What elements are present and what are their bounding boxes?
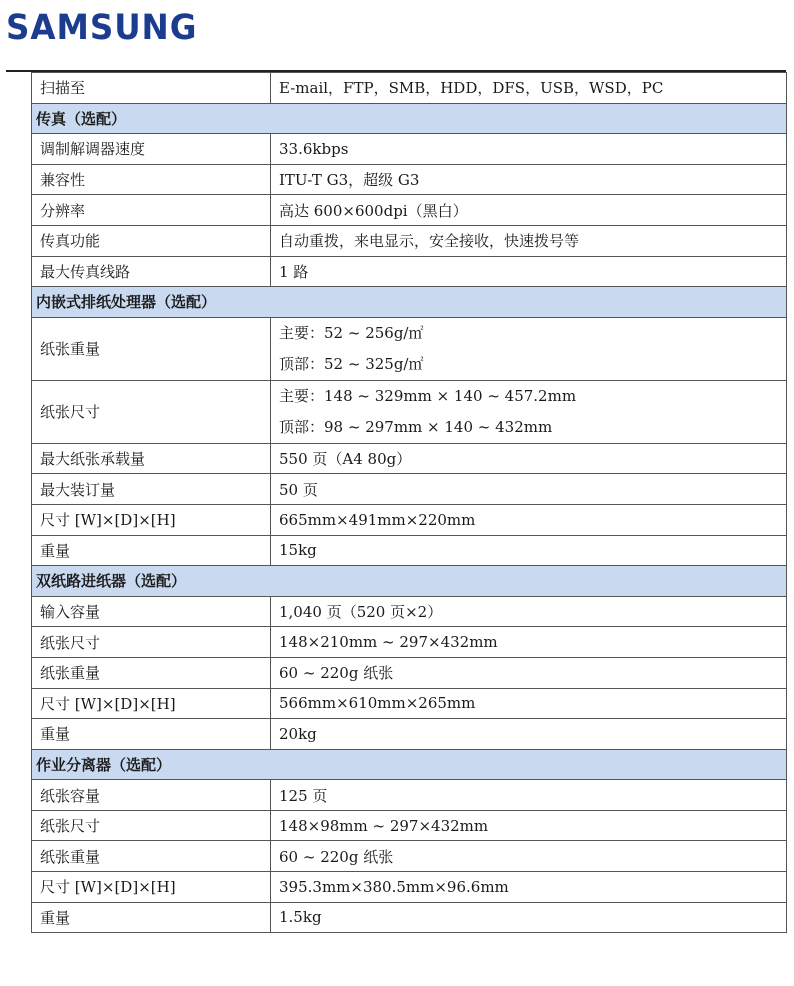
- spec-label: 重量: [32, 719, 271, 750]
- spec-row: [32, 380, 787, 443]
- section-title: 双纸路进纸器（选配）: [32, 566, 787, 597]
- spec-value-line: 主要：148 ~ 329mm × 140 ~ 457.2mm: [279, 386, 577, 405]
- spec-row: [32, 225, 787, 256]
- section-header-row: [32, 566, 787, 597]
- spec-label: 兼容性: [32, 164, 271, 195]
- section-header-row: [32, 287, 787, 318]
- section-title: 内嵌式排纸处理器（选配）: [32, 287, 787, 318]
- spec-row: [32, 443, 787, 474]
- spec-label: 尺寸 [W]×[D]×[H]: [32, 688, 271, 719]
- spec-value: 60 ~ 220g 纸张: [271, 657, 787, 688]
- spec-value: E-mail，FTP，SMB，HDD，DFS，USB，WSD，PC: [271, 73, 787, 104]
- spec-value: 1 路: [271, 256, 787, 287]
- spec-row: [32, 73, 787, 104]
- spec-label: 输入容量: [32, 596, 271, 627]
- spec-value: 33.6kbps: [271, 134, 787, 165]
- section-title: 作业分离器（选配）: [32, 749, 787, 780]
- section-header-row: [32, 103, 787, 134]
- spec-row: [32, 780, 787, 811]
- spec-label: 最大装订量: [32, 474, 271, 505]
- spec-value: 15kg: [271, 535, 787, 566]
- spec-label: 纸张容量: [32, 780, 271, 811]
- spec-table-body: [32, 73, 787, 933]
- spec-row: [32, 504, 787, 535]
- spec-row: [32, 164, 787, 195]
- spec-table: [31, 72, 787, 933]
- spec-row: [32, 719, 787, 750]
- spec-value: 550 页（A4 80g）: [271, 443, 787, 474]
- spec-value: [271, 317, 787, 380]
- section-title: 传真（选配）: [32, 103, 787, 134]
- spec-value: 1.5kg: [271, 902, 787, 933]
- spec-row: [32, 810, 787, 841]
- spec-value: 125 页: [271, 780, 787, 811]
- spec-row: [32, 195, 787, 226]
- spec-label: 纸张重量: [32, 657, 271, 688]
- spec-value-line: 顶部：98 ~ 297mm × 140 ~ 432mm: [279, 417, 553, 436]
- spec-label: 纸张重量: [32, 841, 271, 872]
- spec-value: 自动重拨，来电显示，安全接收，快速拨号等: [271, 225, 787, 256]
- spec-label: 重量: [32, 902, 271, 933]
- spec-value: [271, 380, 787, 443]
- spec-value: 665mm×491mm×220mm: [271, 504, 787, 535]
- spec-row: [32, 256, 787, 287]
- spec-label: 扫描至: [32, 73, 271, 104]
- spec-row: [32, 535, 787, 566]
- section-header-row: [32, 749, 787, 780]
- spec-label: 调制解调器速度: [32, 134, 271, 165]
- spec-label: 重量: [32, 535, 271, 566]
- spec-value: 60 ~ 220g 纸张: [271, 841, 787, 872]
- spec-row: [32, 872, 787, 903]
- spec-label: 纸张尺寸: [32, 627, 271, 658]
- samsung-logo: SAMSUNG: [6, 8, 198, 48]
- spec-label: 尺寸 [W]×[D]×[H]: [32, 504, 271, 535]
- spec-row: [32, 317, 787, 380]
- spec-row: [32, 596, 787, 627]
- spec-row: [32, 134, 787, 165]
- spec-value-line: 主要：52 ~ 256g/㎡: [279, 323, 424, 342]
- spec-label: 纸张尺寸: [32, 810, 271, 841]
- spec-row: [32, 902, 787, 933]
- spec-label: 纸张重量: [32, 317, 271, 380]
- spec-label: 最大纸张承载量: [32, 443, 271, 474]
- spec-value: 1,040 页（520 页×2）: [271, 596, 787, 627]
- spec-value: 148×98mm ~ 297×432mm: [271, 810, 787, 841]
- spec-row: [32, 627, 787, 658]
- spec-value: ITU-T G3，超级 G3: [271, 164, 787, 195]
- spec-row: [32, 657, 787, 688]
- spec-value: 148×210mm ~ 297×432mm: [271, 627, 787, 658]
- spec-value: 20kg: [271, 719, 787, 750]
- spec-row: [32, 688, 787, 719]
- spec-value: 高达 600×600dpi（黑白）: [271, 195, 787, 226]
- spec-row: [32, 841, 787, 872]
- spec-value: 566mm×610mm×265mm: [271, 688, 787, 719]
- spec-value: 50 页: [271, 474, 787, 505]
- spec-label: 最大传真线路: [32, 256, 271, 287]
- spec-value-line: 顶部：52 ~ 325g/㎡: [279, 354, 424, 373]
- spec-row: [32, 474, 787, 505]
- spec-label: 分辨率: [32, 195, 271, 226]
- spec-label: 传真功能: [32, 225, 271, 256]
- spec-label: 尺寸 [W]×[D]×[H]: [32, 872, 271, 903]
- spec-value: 395.3mm×380.5mm×96.6mm: [271, 872, 787, 903]
- spec-label: 纸张尺寸: [32, 380, 271, 443]
